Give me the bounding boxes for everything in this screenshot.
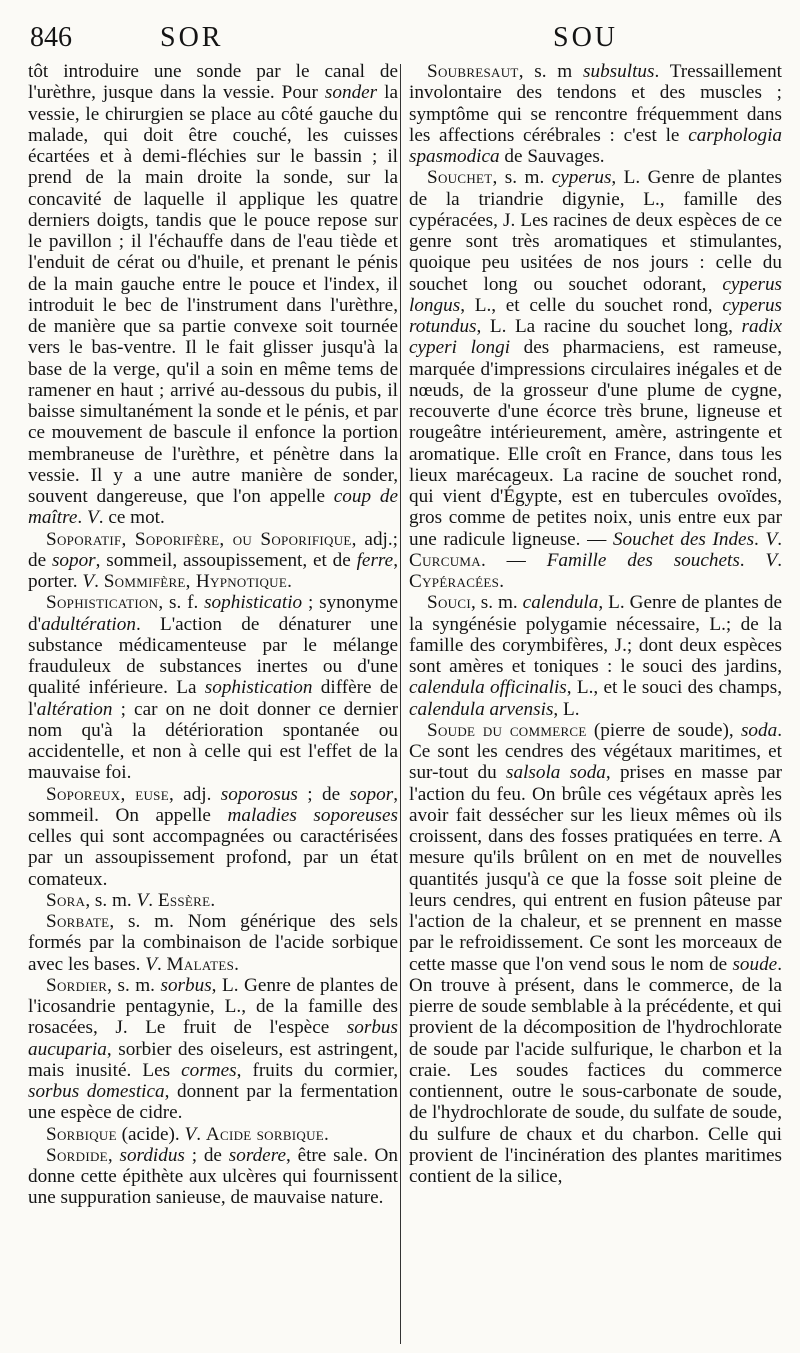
entry-text: , L. La racine du souchet long, (476, 316, 742, 337)
entry-headword: Sordier (46, 974, 108, 996)
dictionary-entry (409, 720, 782, 1188)
entry-text: . (287, 571, 292, 592)
italic-text: Famille des souchets (546, 549, 740, 571)
italic-text: maladies soporeuses (227, 804, 398, 826)
dictionary-entry (28, 592, 398, 783)
entry-text: tôt introduire une sonde par le canal de l'urèthre, jusque dans la vessie. Pour (28, 61, 398, 104)
dictionary-entry (28, 975, 398, 1124)
entry-text: (acide). (116, 1123, 185, 1145)
italic-text: calendula officinalis (409, 677, 567, 699)
page-number: 846 (30, 22, 72, 53)
entry-headword: Soude du commerce (427, 719, 587, 741)
entry-text: . (777, 528, 782, 550)
entry-text: , adj. (168, 783, 221, 805)
entry-text: , fruits du cormier, (236, 1059, 398, 1081)
entry-headword: Souchet (427, 167, 493, 189)
italic-text: sophistication (204, 677, 313, 699)
entry-text: diffère de l' (28, 677, 398, 720)
entry-text: , prises en masse par l'action du feu. On brûle ces végétaux après les avoir fait dessécher sur les lieux mêmes où ils croissent, dans des fosses pratiquées en terre. A mesure qu'ils brûlent on en met de nouvelles quantités jusqu'à ce que la fosse soit pleine de leurs cendres, qui entrent en fusion pâteuse par l'action de la chaleur, et se prennent en masse par le refroidissement. Ce sont les morceaux de cette masse que l'on vend sous le nom de (409, 762, 782, 975)
entry-text: , sommeil. On appelle (28, 783, 398, 826)
entry-text: , L., et le souci des champs, (566, 677, 782, 699)
running-header (0, 22, 800, 62)
left-column (28, 61, 398, 1209)
italic-text: V (82, 571, 95, 592)
entry-headword: Sordide (46, 1144, 108, 1166)
entry-text: . ce mot. (98, 507, 165, 529)
dictionary-entry (28, 890, 398, 911)
italic-text: sordere (228, 1144, 286, 1166)
dictionary-entry (28, 1124, 398, 1145)
entry-text: ; car on ne doit donner ce dernier nom qu'à la détérioration spontanée ou accidentelle, et non à celle qui est l'effet de la mauvaise foi. (28, 698, 398, 784)
entry-text: , L. Genre de plantes de la triandrie digynie, L., famille des cypéracées, J. Les racines de deux espèces de ce genre sont très aromatiques et stimulantes, quoique peu usitées de nos jours : celle du souchet long ou souchet odorant, (409, 167, 782, 295)
italic-text: sophisticatio (204, 592, 303, 614)
italic-text: V (184, 1123, 197, 1145)
entry-text: , sommeil, assoupissement, et de (95, 549, 357, 571)
entry-text: , donnent par la fermentation une espèce de cidre. (28, 1081, 398, 1124)
dictionary-entry (28, 61, 398, 529)
italic-text: V (765, 549, 778, 571)
entry-text: . (94, 571, 104, 592)
entry-text: . (777, 549, 782, 571)
entry-text: . (210, 889, 216, 911)
italic-text: sordidus (119, 1144, 185, 1166)
entry-text: ; synonyme d' (28, 592, 398, 635)
entry-headword: Acide sorbique (205, 1123, 325, 1145)
entry-text: ; de (184, 1144, 229, 1166)
entry-text: de Sauvages. (499, 146, 605, 167)
entry-text: , L. Genre de plantes de l'icosandrie pentagynie, L., de la famille des rosacées, J. Le fruit de l'espèce (28, 974, 398, 1039)
italic-text: sopor (349, 783, 394, 805)
entry-text: . (499, 571, 504, 592)
entry-text: . Tressaillement involontaire des tendons et des muscles ; symptôme qui se rencontre fréquemment dans les affections cérébrales : c'est le (409, 61, 782, 146)
right-column (409, 61, 782, 1187)
entry-text: , s. m. (85, 889, 137, 911)
entry-text: , sorbier des oiseleurs, est astringent, mais inusité. Les (28, 1038, 398, 1081)
entry-text: . (196, 1123, 206, 1145)
dictionary-entry (28, 529, 398, 593)
entry-headword: Soporeux, euse (46, 783, 169, 805)
entry-headword: Sorbique (46, 1123, 117, 1145)
entry-text: . (148, 889, 158, 911)
entry-headword: Soporatif, Soporifère, ou Soporifique (46, 528, 352, 550)
italic-text: carphologia spasmodica (409, 124, 782, 167)
entry-headword: Sommifère, Hypnotique (103, 571, 288, 592)
right-running-head: SOU (553, 22, 619, 53)
dictionary-entry (28, 1145, 398, 1209)
column-divider (400, 64, 401, 1344)
italic-text: calendula arvensis (409, 698, 554, 720)
entry-headword: Sora (46, 889, 86, 911)
entry-text: . On trouve à présent, dans le commerce, de la pierre de soude semblable à la précédente, et qui provient de la décomposition de l'hydrochlorate de soude par l'acide sulfurique, le charbon et la craie. Les soudes factices du commerce contiennent, outre le sous-carbonate de soude, de l'hydrochlorate de soude, du sulfate de soude, du sulfure de chaux et du charbon. Celle qui provient de l'incinération des plantes maritimes contient de la silice, (409, 953, 782, 1187)
italic-text: cyperus rotundus (409, 294, 782, 337)
entry-text: . — (480, 549, 547, 571)
dictionary-entry (28, 784, 398, 890)
italic-text: soude (732, 953, 778, 975)
entry-text: des pharmaciens, est rameuse, marquée d'impressions circulaires inégales et de nœuds, de la grosseur d'une plume de cygne, recouverte d'une écorce très brune, ligneuse et rougeâtre intérieurement, amère, astringente et aromatique. Elle croît en France, dans tous les lieux marécageux. La racine de souchet rond, qui vient d'Égypte, est en tubercules ovoïdes, gros comme de petites noix, unis entre eux par une radicule ligneuse. — (409, 337, 782, 550)
entry-text: , porter. (28, 549, 398, 592)
entry-text: , être sale. On donne cette épithète aux ulcères qui fournissent une suppuration sanieuse, de mauvaise nature. (28, 1144, 399, 1209)
entry-headword: Cypéracées (409, 571, 500, 592)
italic-text: soda (740, 719, 778, 741)
entry-text: . Ce sont les cendres des végétaux maritimes, et sur-tout du (409, 719, 782, 784)
italic-text: salsola soda (506, 762, 606, 784)
entry-text: celles qui sont accompagnées ou caractérisées par un assoupissement profond, par un état comateux. (28, 826, 398, 890)
entry-text: . (156, 953, 167, 975)
italic-text: sonder (324, 82, 378, 104)
dictionary-entry (28, 911, 398, 975)
entry-text: , L. Genre de plantes de la syngénésie polygamie nécessaire, L.; de la famille des corymbifères, J.; dont deux espèces sont amères et toniques : le souci des jardins, (409, 592, 782, 677)
entry-text: (pierre de soude), (586, 719, 741, 741)
italic-text: radix cyperi longi (409, 316, 782, 359)
entry-text: , L., et celle du souchet rond, (460, 294, 723, 316)
entry-headword: Malates (166, 953, 235, 975)
entry-text: , s. m. Nom générique des sels formés par la combinaison de l'acide sorbique avec les bases. (28, 911, 398, 975)
italic-text: sopor (51, 549, 96, 571)
entry-text: , L. (553, 698, 580, 720)
entry-text: la vessie, le chirurgien se place au côté gauche du malade, qui doit être couché, les cuisses écartées et à demi-fléchies sur le bassin ; il prend de la main droite la sonde, sur la concavité de laquelle il applique les quatre derniers doigts, tandis que le pouce repose sur le pavillon ; il l'échauffe dans de l'eau tiède et l'enduit de cérat ou d'huile, et prenant le pénis de la main gauche entre le pouce et l'index, il introduit le bec de l'instrument dans l'urèthre, de manière que sa partie convexe soit tournée vers le bas-ventre. Il le fait glisser jusqu'à la base de la verge, qu'il a soin en même tems de ramener en haut ; arrivé au-dessous du pubis, il baisse simultanément la sonde et le pénis, et par ce mouvement de bascule il enfonce la portion membraneuse de l'urèthre, et pénètre dans la vessie. Il y a une autre manière de sonder, souvent dangereuse, que l'on appelle (28, 82, 398, 507)
entry-text: , s. m. (492, 167, 552, 189)
italic-text: coup de maître (28, 486, 398, 529)
entry-text: . (234, 953, 239, 975)
italic-text: calendula (522, 592, 599, 614)
dictionary-entry (409, 167, 782, 592)
entry-text: . (77, 507, 87, 529)
italic-text: V (765, 528, 778, 550)
italic-text: subsultus (583, 61, 655, 82)
entry-text: ; de (297, 783, 350, 805)
dictionary-entry (409, 592, 782, 720)
entry-text: , s. m. (107, 974, 161, 996)
italic-text: sorbus domestica (28, 1081, 165, 1102)
italic-text: adultération (41, 613, 136, 635)
entry-headword: Curcuma (409, 549, 481, 571)
italic-text: Souchet des Indes (612, 528, 755, 550)
entry-headword: Sophistication (46, 592, 159, 614)
entry-text: . (324, 1123, 329, 1145)
entry-text: , s. f. (158, 592, 205, 614)
italic-text: V (145, 953, 157, 975)
entry-headword: Essère (157, 889, 211, 911)
italic-text: ferre (356, 549, 394, 571)
italic-text: altération (36, 698, 113, 720)
entry-headword: Soubresaut (427, 61, 519, 82)
entry-text: , s. m (518, 61, 584, 82)
italic-text: V (86, 507, 99, 529)
entry-headword: Sorbate (46, 911, 110, 932)
italic-text: cormes (181, 1059, 237, 1081)
entry-text: , s. m. (470, 592, 523, 614)
italic-text: cyperus (551, 167, 612, 189)
entry-text: . (754, 528, 766, 550)
entry-headword: Souci (427, 592, 471, 614)
italic-text: V (136, 889, 149, 911)
italic-text: sorbus aucuparia (28, 1017, 398, 1060)
dictionary-entry (409, 61, 782, 167)
left-running-head: SOR (160, 22, 224, 53)
italic-text: cyperus longus (409, 273, 782, 316)
entry-text: , (107, 1144, 120, 1166)
entry-text: . (739, 549, 766, 571)
entry-text: . L'action de dénaturer une substance médicamenteuse par le mélange frauduleux de substances inertes ou d'une qualité inférieure. La (28, 613, 398, 699)
italic-text: sorbus (160, 974, 212, 996)
italic-text: soporosus (220, 783, 298, 805)
entry-text: , adj.; de (28, 528, 398, 571)
